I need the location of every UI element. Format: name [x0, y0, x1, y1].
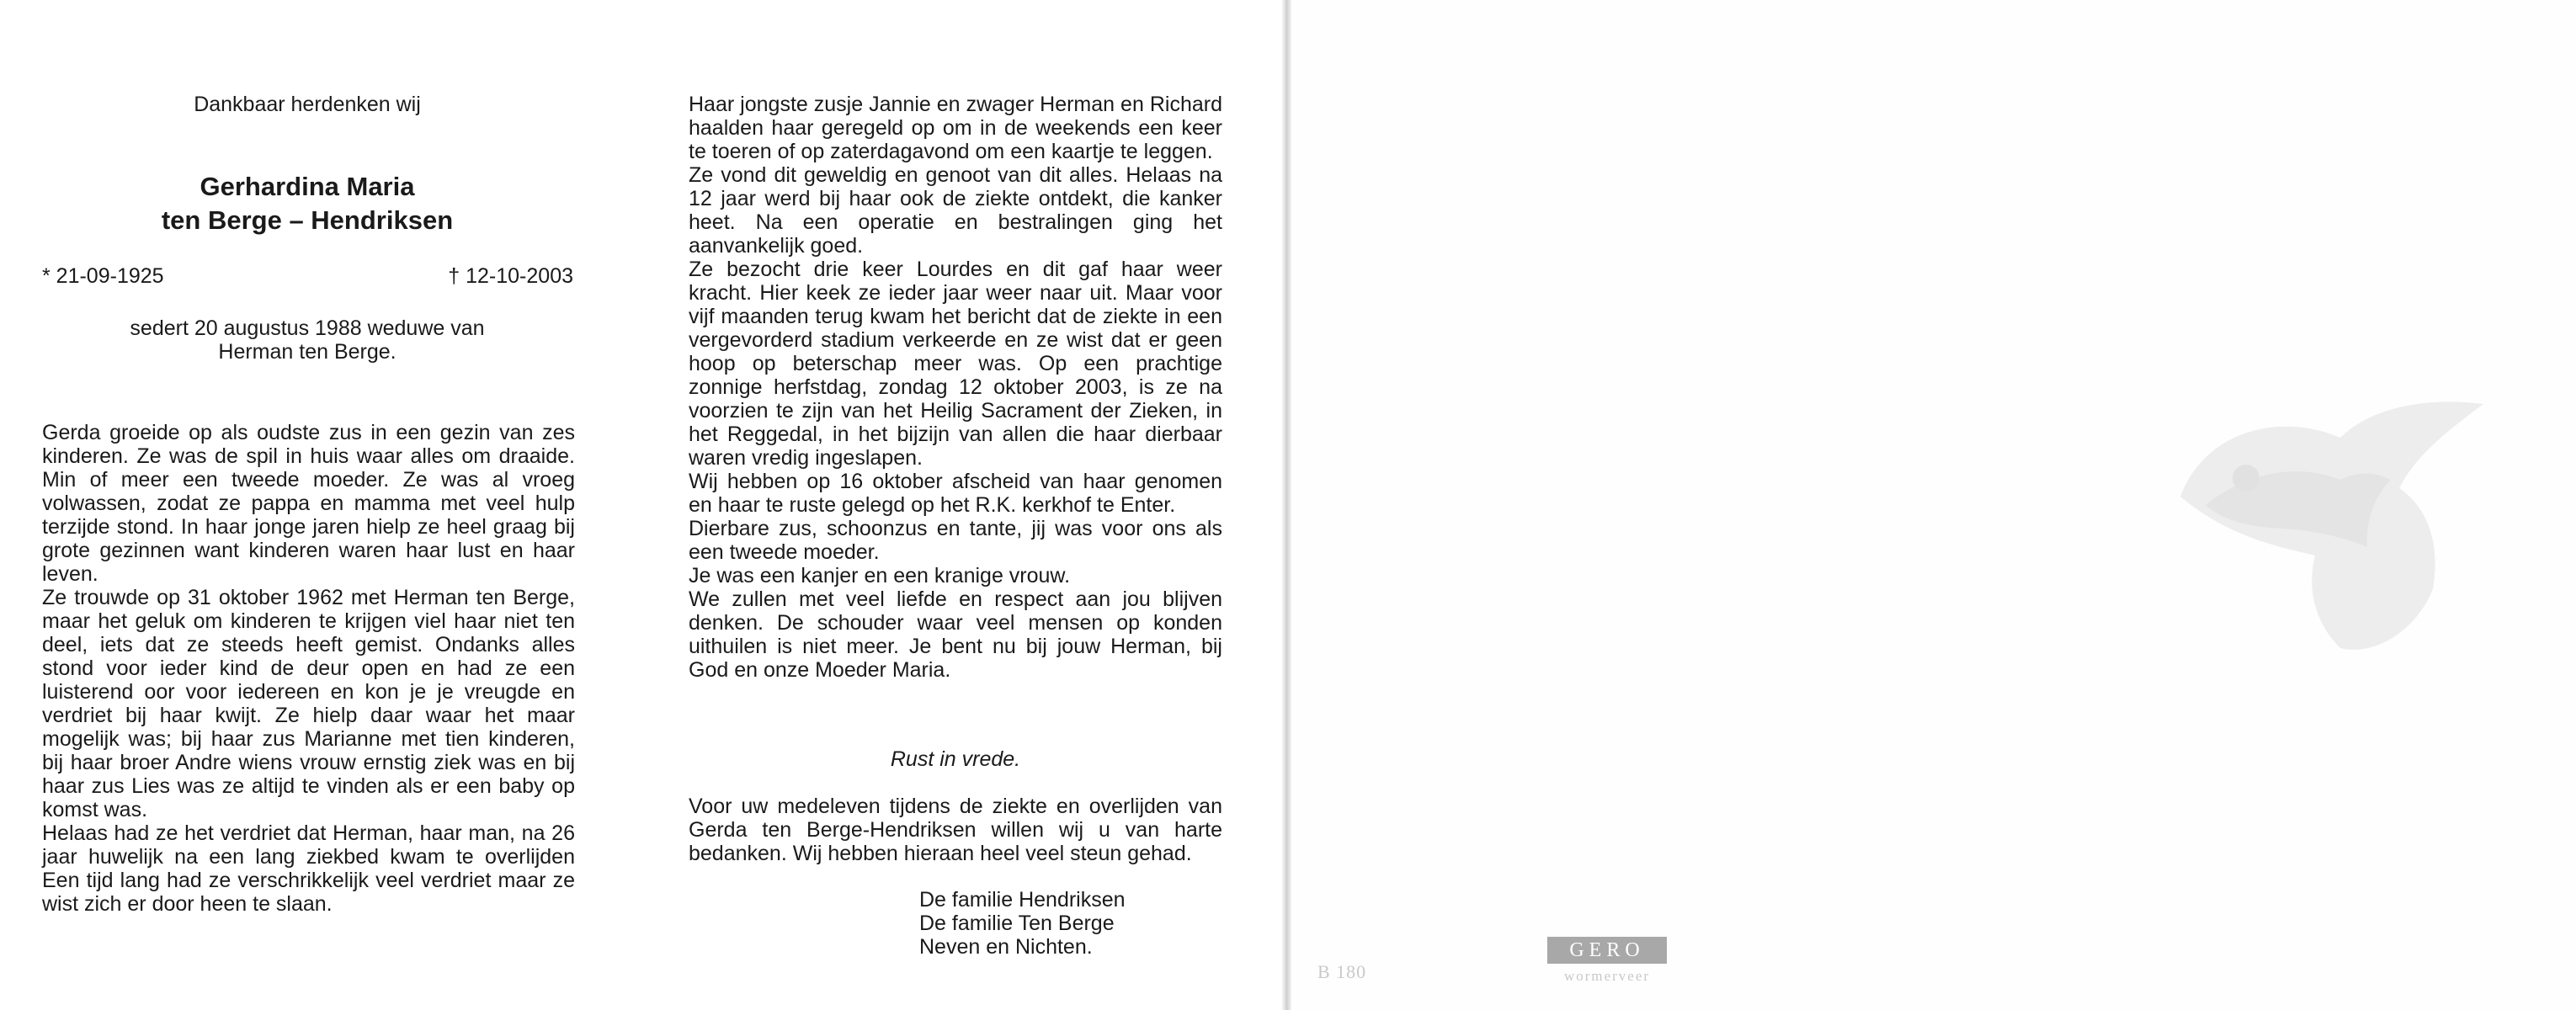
- story-paragraph: Wij hebben op 16 oktober afscheid van haar genomen en haar te ruste gelegd op het R.K. kerkhof te Enter.: [689, 470, 1222, 517]
- deceased-name-first: Gerhardina Maria: [200, 172, 415, 201]
- rest-in-peace: Rust in vrede.: [890, 747, 1021, 771]
- card-fold: [1281, 0, 1291, 1010]
- story-paragraph: We zullen met veel liefde en respect aan jou blijven denken. De schouder waar veel mensen op konden uithuilen is niet meer. Je bent nu bij jouw Herman, bij God en onze Moeder Maria.: [689, 587, 1222, 682]
- card-product-code: B 180: [1317, 961, 1367, 982]
- signature-block: [919, 888, 1222, 959]
- publisher-logo: [1547, 937, 1667, 964]
- widow-line-2: Herman ten Berge.: [218, 340, 397, 364]
- death-date: † 12-10-2003: [448, 264, 573, 288]
- story-paragraph: Dierbare zus, schoonzus en tante, jij was voor ons als een tweede moeder.: [689, 517, 1222, 564]
- publisher-location: wormerveer: [1563, 968, 1651, 984]
- story-paragraph: Gerda groeide op als oudste zus in een gezin van zes kinderen. Ze was de spil in huis waar alles om draaide. Min of meer een tweede moeder. Ze was al vroeg volwassen, zodat ze pappa en mamma met veel hulp terzijde stond. In haar jonge jaren hielp ze heel graag bij grote gezinnen want kinderen waren haar lust en haar leven.: [42, 421, 575, 586]
- intro-heading: Dankbaar herdenken wij: [194, 93, 421, 116]
- story-paragraph: Ze bezocht drie keer Lourdes en dit gaf haar weer kracht. Hier keek ze ieder jaar weer naar uit. Maar voor vijf maanden terug kwam het bericht dat de ziekte in een vergevorderd stadium verkeerde en ze wist dat er geen hoop op beterschap meer was. Op een prachtige zonnige herfstdag, zondag 12 oktober 2003, is ze na voorzien te zijn van het Heilig Sacrament der Zieken, in het Reggedal, in het bijzijn van allen die haar dierbaar waren vredig ingeslapen.: [689, 258, 1222, 470]
- life-story-left: [42, 421, 575, 916]
- birth-date: * 21-09-1925: [42, 264, 164, 288]
- widow-line-1: sedert 20 augustus 1988 weduwe van: [130, 316, 485, 340]
- life-story-right: [689, 93, 1222, 682]
- story-paragraph: Je was een kanjer en een kranige vrouw.: [689, 564, 1071, 587]
- thanks-paragraph: Voor uw medeleven tijdens de ziekte en overlijden van Gerda ten Berge-Hendriksen willen wij u van harte bedanken. Wij hebben hieraan heel veel steun gehad.: [689, 795, 1222, 865]
- signature-line: De familie Hendriksen: [919, 888, 1126, 912]
- publisher-logo-text: GERO: [1569, 938, 1645, 961]
- story-paragraph: Helaas had ze het verdriet dat Herman, haar man, na 26 jaar huwelijk na een lang ziekbed kwam te overlijden Een tijd lang had ze verschrikkelijk veel verdriet maar ze wist zich er door heen te slaan.: [42, 821, 575, 916]
- dove-watermark-icon: [2147, 379, 2500, 665]
- story-paragraph: Ze vond dit geweldig en genoot van dit alles. Helaas na 12 jaar werd bij haar ook de ziekte ontdekt, die kanker heet. Na een operatie en bestralingen ging het aanvankelijk goed.: [689, 163, 1222, 258]
- deceased-name-last: ten Berge – Hendriksen: [161, 205, 454, 235]
- signature-line: De familie Ten Berge: [919, 912, 1115, 935]
- story-paragraph: Ze trouwde op 31 oktober 1962 met Herman ten Berge, maar het geluk om kinderen te krijgen viel haar niet ten deel, iets dat ze steeds heeft gemist. Ondanks alles stond voor ieder kind de deur open en had ze een luisterend oor voor iedereen en kon je je vreugde en verdriet bij haar kwijt. Ze hielp daar waar het maar mogelijk was; bij haar zus Marianne met tien kinderen, bij haar broer Andre wiens vrouw ernstig ziek was en bij haar zus Lies was ze altijd te vinden als er een baby op komst was.: [42, 586, 575, 821]
- story-paragraph: Haar jongste zusje Jannie en zwager Herman en Richard haalden haar geregeld op om in de weekends een keer te toeren of op zaterdagavond om een kaartje te leggen.: [689, 93, 1222, 163]
- signature-line: Neven en Nichten.: [919, 935, 1093, 959]
